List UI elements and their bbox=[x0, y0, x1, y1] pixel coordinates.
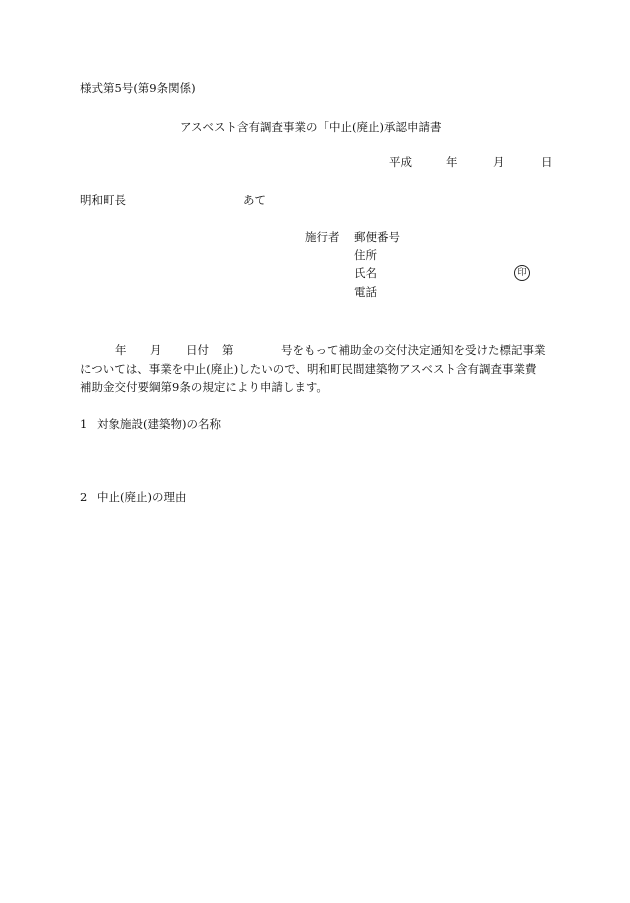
body-line3: 補助金交付要綱第9条の規定により申請します。 bbox=[80, 380, 328, 394]
date-era: 平成 bbox=[389, 155, 412, 169]
seal-mark: 印 bbox=[514, 265, 530, 281]
name-label: 氏名 bbox=[354, 266, 377, 280]
body-line1: 号をもって補助金の交付決定通知を受けた標記事業 bbox=[281, 343, 546, 357]
item-1-label: 対象施設(建築物)の名称 bbox=[97, 417, 221, 431]
addressee-name: 明和町長 bbox=[80, 193, 126, 207]
document-title: アスベスト含有調査事業の「中止(廃止)承認申請書 bbox=[180, 120, 442, 134]
body-year: 年 bbox=[115, 343, 127, 357]
date-day: 日 bbox=[541, 155, 553, 169]
item-1-number: 1 bbox=[80, 417, 88, 431]
date-month: 月 bbox=[493, 155, 505, 169]
addressee-suffix: あて bbox=[243, 193, 266, 207]
body-day-label: 日付 bbox=[186, 343, 209, 357]
body-number-prefix: 第 bbox=[222, 343, 234, 357]
body-line2: については、事業を中止(廃止)したいので、明和町民間建築物アスベスト含有調査事業費 bbox=[80, 362, 537, 376]
address-label: 住所 bbox=[354, 248, 377, 262]
body-month: 月 bbox=[150, 343, 162, 357]
item-2-label: 中止(廃止)の理由 bbox=[97, 490, 187, 504]
item-2-number: 2 bbox=[80, 490, 88, 504]
postal-code-label: 郵便番号 bbox=[354, 230, 400, 244]
phone-label: 電話 bbox=[354, 285, 377, 299]
form-number: 様式第5号(第9条関係) bbox=[80, 81, 196, 95]
date-year: 年 bbox=[446, 155, 458, 169]
applicant-label: 施行者 bbox=[305, 230, 340, 244]
